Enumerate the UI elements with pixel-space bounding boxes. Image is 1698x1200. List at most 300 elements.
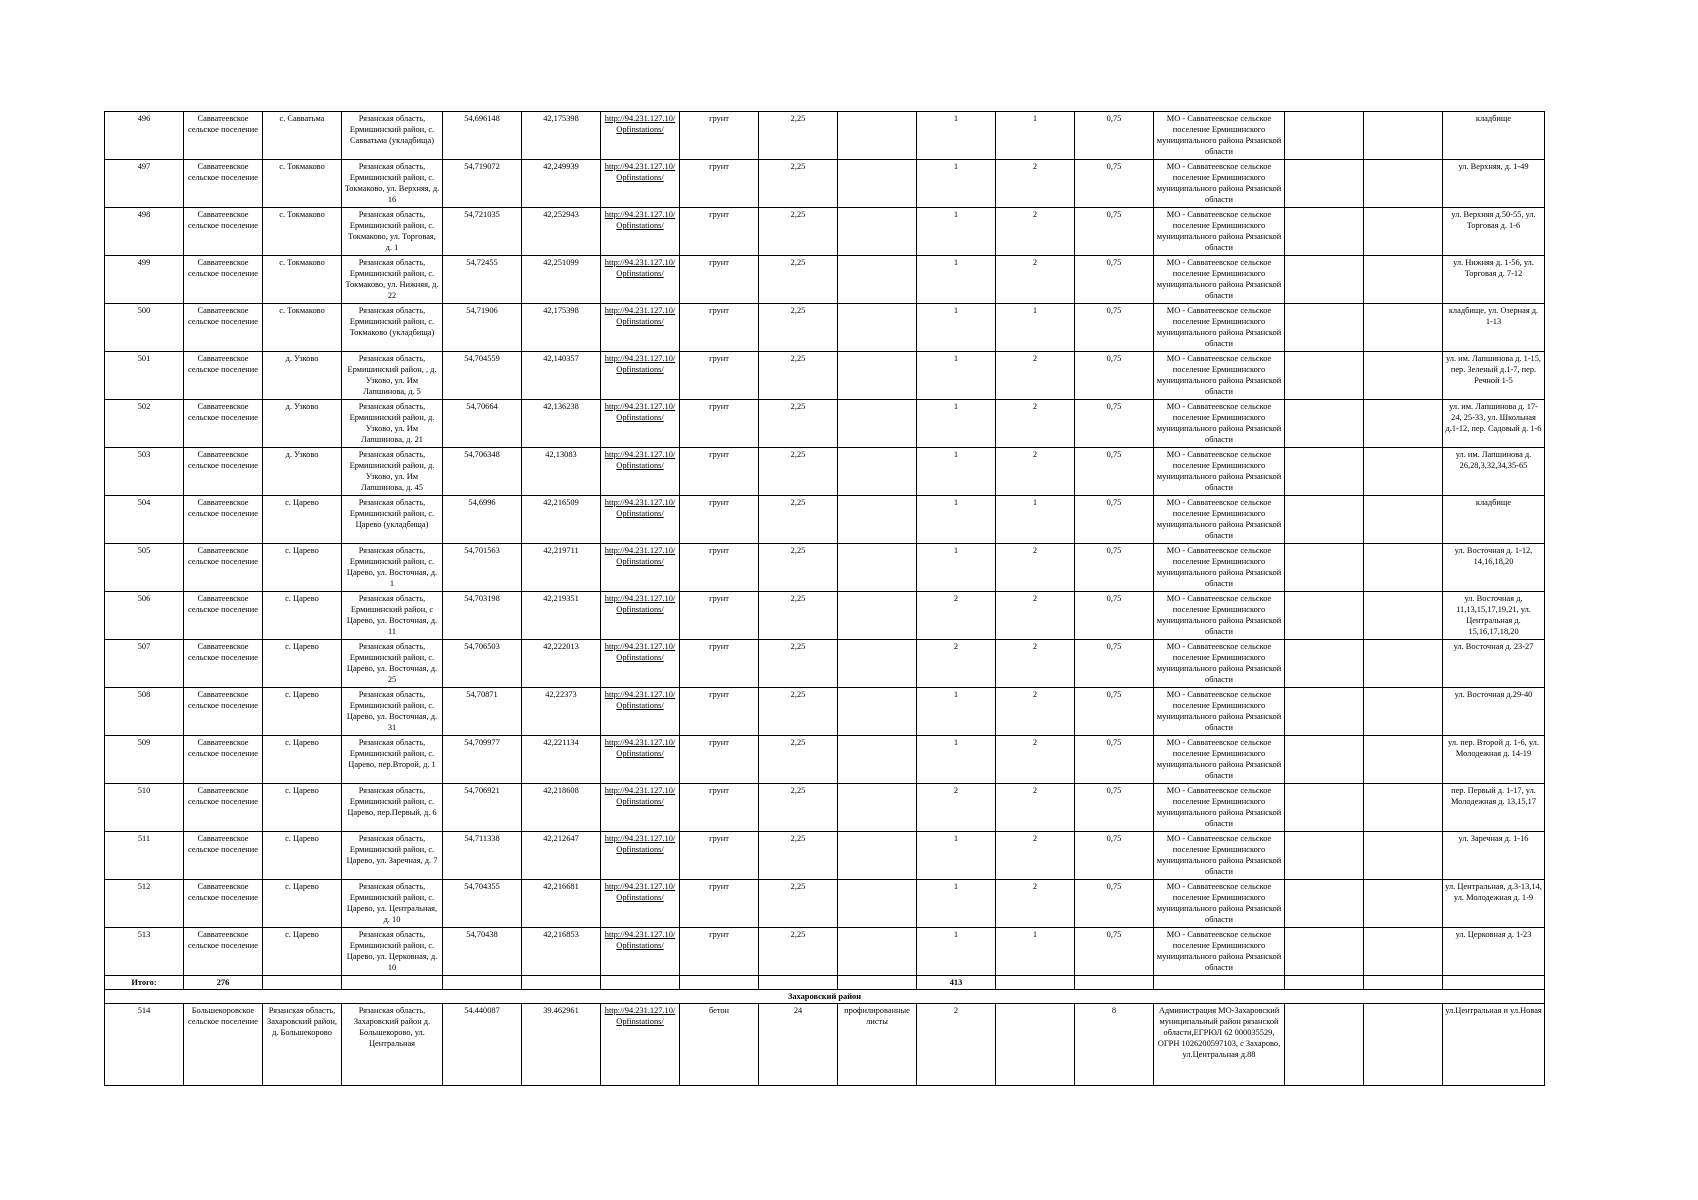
cell-locality: с. Савватьма [263,112,342,160]
table-row [105,688,1545,736]
cell-extra-2 [1364,832,1443,880]
total-row [105,976,1545,990]
cell-owner: МО - Савватеевское сельское поселение Ермишинского муниципального района Рязанской области [1154,496,1285,544]
cell-extra-2 [1364,544,1443,592]
cell-link [601,208,680,256]
cell-extra-1 [1285,112,1364,160]
cell-address: Рязанская область, Ермишинский район, с. Токмаково (укладбища) [342,304,443,352]
cell-settlement: Савватеевское сельское поселение [184,112,263,160]
cell-number: 508 [105,688,184,736]
cell-extra-1 [1285,208,1364,256]
cell-link [601,688,680,736]
cell-link [601,880,680,928]
cell-containers-placed: 2 [996,352,1075,400]
map-link[interactable]: http://94.231.127.10/Opfinstations/ [604,546,676,566]
map-link[interactable]: http://94.231.127.10/Opfinstations/ [604,642,676,662]
map-link[interactable]: http://94.231.127.10/Opfinstations/ [604,882,676,902]
cell-containers-placed: 2 [996,400,1075,448]
cell-longitude: 42,216509 [522,496,601,544]
cell-owner: МО - Савватеевское сельское поселение Ермишинского муниципального района Рязанской области [1154,256,1285,304]
cell-latitude: 54,70438 [443,928,522,976]
cell-address: Рязанская область, Ермишинский район, с. Токмаково, ул. Нижняя, д. 22 [342,256,443,304]
cell-latitude: 54,72455 [443,256,522,304]
table-row [105,496,1545,544]
table-row [105,448,1545,496]
cell-latitude: 54,709977 [443,736,522,784]
map-link[interactable]: http://94.231.127.10/Opfinstations/ [604,930,676,950]
cell-volume: 0,75 [1075,688,1154,736]
cell-address: Рязанская область, Ермишинский район, с. Царево, ул. Центральная, д. 10 [342,880,443,928]
map-link[interactable]: http://94.231.127.10/Opfinstations/ [604,114,676,134]
cell-served-objects: ул. им. Лапшинова д. 26,28,3,32,34,35-65 [1443,448,1545,496]
cell-number: 498 [105,208,184,256]
cell-containers-planned: 1 [917,304,996,352]
cell-containers-planned: 1 [917,880,996,928]
cell-extra-1 [1285,736,1364,784]
cell-cover: грунт [680,832,759,880]
cell-owner: МО - Савватеевское сельское поселение Ермишинского муниципального района Рязанской области [1154,448,1285,496]
cell-owner: МО - Савватеевское сельское поселение Ермишинского муниципального района Рязанской области [1154,112,1285,160]
cell-containers-placed: 2 [996,544,1075,592]
cell-locality: с. Царево [263,880,342,928]
cell-fence [838,736,917,784]
cell-address: Рязанская область, Ермишинский район, с. Царево, пер.Первый, д. 6 [342,784,443,832]
cell-longitude: 42,22373 [522,688,601,736]
cell-extra-1 [1285,544,1364,592]
table-row [105,400,1545,448]
cell-settlement: Савватеевское сельское поселение [184,160,263,208]
cell-owner: Администрация МО-Захаровский муниципальный район рязанской области,ЕГРЮЛ 62 000035529, ОГРН 1026200597103, с Захарово, ул.Центральная д.88 [1154,1004,1285,1086]
table-row [105,112,1545,160]
cell-volume: 0,75 [1075,832,1154,880]
cell-extra-2 [1364,160,1443,208]
cell-latitude: 54.440087 [443,1004,522,1086]
map-link[interactable]: http://94.231.127.10/Opfinstations/ [604,690,676,710]
cell-number: 499 [105,256,184,304]
cell-volume: 0,75 [1075,592,1154,640]
cell-extra-1 [1285,304,1364,352]
total-label: Итого: [105,976,184,990]
cell-owner: МО - Савватеевское сельское поселение Ермишинского муниципального района Рязанской области [1154,640,1285,688]
cell-link [601,784,680,832]
cell-owner: МО - Савватеевское сельское поселение Ермишинского муниципального района Рязанской области [1154,592,1285,640]
cell-address: Рязанская область, Ермишинский район, с. Царево, пер.Второй, д. 1 [342,736,443,784]
cell-extra-2 [1364,496,1443,544]
cell-longitude: 42,252943 [522,208,601,256]
cell-containers-placed: 2 [996,832,1075,880]
cell-extra-1 [1285,784,1364,832]
cell-area: 2,25 [759,304,838,352]
cell-number: 512 [105,880,184,928]
cell-area: 2,25 [759,448,838,496]
cell-volume: 0,75 [1075,352,1154,400]
cell-link [601,544,680,592]
cell-served-objects: ул. Центральная, д.3-13,14, ул. Молодежная д. 1-9 [1443,880,1545,928]
cell-locality: с. Царево [263,640,342,688]
cell-extra-1 [1285,1004,1364,1086]
cell-address: Рязанская область, Ермишинский район, д. Узково, ул. Им Лапшинова, д. 45 [342,448,443,496]
cell-settlement: Савватеевское сельское поселение [184,928,263,976]
cell-fence: профилированные листы [838,1004,917,1086]
cell-locality: с. Царево [263,928,342,976]
cell-extra-1 [1285,400,1364,448]
table-row [105,928,1545,976]
cell-fence [838,160,917,208]
cell-number: 513 [105,928,184,976]
cell-served-objects: кладбище [1443,112,1545,160]
cell-number: 514 [105,1004,184,1086]
cell-extra-2 [1364,736,1443,784]
cell-area: 2,25 [759,736,838,784]
cell-fence [838,112,917,160]
cell-fence [838,208,917,256]
cell-owner: МО - Савватеевское сельское поселение Ермишинского муниципального района Рязанской области [1154,400,1285,448]
cell-fence [838,688,917,736]
cell-number: 511 [105,832,184,880]
cell-latitude: 54,71906 [443,304,522,352]
map-link[interactable]: http://94.231.127.10/Opfinstations/ [604,210,676,230]
cell-containers-placed: 2 [996,448,1075,496]
cell-locality: с. Царево [263,736,342,784]
map-link[interactable]: http://94.231.127.10/Opfinstations/ [604,450,676,470]
cell-latitude: 54,703198 [443,592,522,640]
cell-latitude: 54,704559 [443,352,522,400]
cell-cover: грунт [680,880,759,928]
cell-cover: грунт [680,496,759,544]
cell-containers-planned: 1 [917,496,996,544]
cell-settlement: Савватеевское сельское поселение [184,496,263,544]
table-row [105,784,1545,832]
cell-cover: грунт [680,784,759,832]
cell-fence [838,784,917,832]
cell-locality: с. Царево [263,784,342,832]
cell-settlement: Савватеевское сельское поселение [184,784,263,832]
cell-containers-planned: 2 [917,1004,996,1086]
cell-settlement: Савватеевское сельское поселение [184,880,263,928]
cell-extra-1 [1285,160,1364,208]
map-link[interactable]: http://94.231.127.10/Opfinstations/ [604,354,676,374]
cell-extra-2 [1364,1004,1443,1086]
cell-latitude: 54,704355 [443,880,522,928]
cell-containers-planned: 1 [917,160,996,208]
cell-served-objects: ул. Верхняя д.50-55, ул. Торговая д. 1-6 [1443,208,1545,256]
cell-fence [838,640,917,688]
cell-containers-planned: 1 [917,832,996,880]
map-link[interactable]: http://94.231.127.10/Opfinstations/ [604,162,676,182]
cell-extra-2 [1364,784,1443,832]
cell-locality: д. Узково [263,448,342,496]
cell-locality: с. Царево [263,544,342,592]
cell-fence [838,880,917,928]
cell-volume: 0,75 [1075,208,1154,256]
cell-address: Рязанская область, Ермишинский район, , д. Узково, ул. Им Лапшинова, д. 5 [342,352,443,400]
cell-longitude: 42,175398 [522,304,601,352]
cell-link [601,832,680,880]
cell-address: Рязанская область, Ермишинский район, с. Царево, ул. Восточная, д. 1 [342,544,443,592]
cell-containers-placed: 2 [996,208,1075,256]
cell-owner: МО - Савватеевское сельское поселение Ермишинского муниципального района Рязанской области [1154,544,1285,592]
cell-longitude: 42,249939 [522,160,601,208]
cell-longitude: 42,251099 [522,256,601,304]
cell-link [601,928,680,976]
cell-settlement: Савватеевское сельское поселение [184,544,263,592]
cell-containers-planned: 2 [917,592,996,640]
cell-address: Рязанская область, Ермишинский район, с. Царево, ул. Восточная, д. 31 [342,688,443,736]
cell-cover: грунт [680,304,759,352]
cell-latitude: 54,711338 [443,832,522,880]
cell-longitude: 42,136238 [522,400,601,448]
cell-link [601,1004,680,1086]
cell-served-objects: ул. Заречная д. 1-16 [1443,832,1545,880]
cell-fence [838,928,917,976]
cell-containers-placed: 2 [996,688,1075,736]
table-row [105,544,1545,592]
table-row [105,256,1545,304]
cell-volume: 0,75 [1075,544,1154,592]
cell-fence [838,496,917,544]
cell-volume: 0,75 [1075,736,1154,784]
cell-served-objects: ул. Нижняя д. 1-56, ул. Торговая д. 7-12 [1443,256,1545,304]
cell-area: 2,25 [759,160,838,208]
cell-volume: 0,75 [1075,112,1154,160]
cell-containers-placed: 2 [996,880,1075,928]
cell-latitude: 54,706503 [443,640,522,688]
cell-number: 509 [105,736,184,784]
table-row [105,352,1545,400]
cell-cover: грунт [680,544,759,592]
cell-fence [838,544,917,592]
cell-containers-planned: 1 [917,544,996,592]
cell-containers-placed: 2 [996,736,1075,784]
cell-number: 504 [105,496,184,544]
cell-area: 2,25 [759,496,838,544]
district-title: Захаровский район [105,990,1545,1004]
cell-extra-1 [1285,832,1364,880]
cell-cover: бетон [680,1004,759,1086]
cell-address: Рязанская область, Ермишинский район, с. Царево, ул. Заречная, д. 7 [342,832,443,880]
cell-containers-placed: 1 [996,928,1075,976]
cell-extra-2 [1364,448,1443,496]
cell-area: 2,25 [759,256,838,304]
table-row [105,832,1545,880]
cell-owner: МО - Савватеевское сельское поселение Ермишинского муниципального района Рязанской области [1154,832,1285,880]
cell-fence [838,256,917,304]
cell-longitude: 42,13083 [522,448,601,496]
cell-link [601,256,680,304]
cell-link [601,736,680,784]
cell-settlement: Савватеевское сельское поселение [184,640,263,688]
total-containers: 413 [917,976,996,990]
cell-containers-planned: 1 [917,112,996,160]
table-row [105,736,1545,784]
cell-extra-1 [1285,256,1364,304]
cell-area: 2,25 [759,688,838,736]
map-link[interactable]: http://94.231.127.10/Opfinstations/ [604,498,676,518]
cell-area: 2,25 [759,832,838,880]
map-link[interactable]: http://94.231.127.10/Opfinstations/ [604,738,676,758]
cell-containers-planned: 1 [917,448,996,496]
table-row [105,208,1545,256]
table-row [105,880,1545,928]
cell-containers-planned: 1 [917,928,996,976]
map-link[interactable]: http://94.231.127.10/Opfinstations/ [604,306,676,326]
cell-owner: МО - Савватеевское сельское поселение Ермишинского муниципального района Рязанской области [1154,688,1285,736]
cell-longitude: 42,216681 [522,880,601,928]
waste-sites-table [104,111,1545,1086]
cell-longitude: 42,219711 [522,544,601,592]
cell-locality: Рязанская область, Захаровский район, д. Большекорово [263,1004,342,1086]
cell-containers-planned: 1 [917,208,996,256]
cell-locality: с. Царево [263,832,342,880]
cell-volume: 0,75 [1075,928,1154,976]
map-link[interactable]: http://94.231.127.10/Opfinstations/ [604,258,676,278]
cell-longitude: 42,140357 [522,352,601,400]
cell-area: 24 [759,1004,838,1086]
cell-cover: грунт [680,688,759,736]
cell-link [601,496,680,544]
cell-latitude: 54,70871 [443,688,522,736]
cell-area: 2,25 [759,352,838,400]
cell-area: 2,25 [759,400,838,448]
cell-address: Рязанская область, Ермишинский район, с. Савватьма (укладбища) [342,112,443,160]
cell-containers-planned: 2 [917,784,996,832]
cell-containers-planned: 1 [917,736,996,784]
cell-cover: грунт [680,736,759,784]
cell-area: 2,25 [759,544,838,592]
cell-containers-placed: 1 [996,304,1075,352]
cell-longitude: 42,219351 [522,592,601,640]
cell-link [601,352,680,400]
cell-number: 500 [105,304,184,352]
cell-served-objects: ул. Церковная д. 1-23 [1443,928,1545,976]
cell-volume: 0,75 [1075,160,1154,208]
cell-cover: грунт [680,400,759,448]
cell-volume: 0,75 [1075,448,1154,496]
table-row [105,1004,1545,1086]
cell-number: 501 [105,352,184,400]
cell-address: Рязанская область, Ермишинский район, с. Царево, ул. Восточная, д. 25 [342,640,443,688]
cell-settlement: Савватеевское сельское поселение [184,688,263,736]
cell-longitude: 42,212647 [522,832,601,880]
cell-settlement: Савватеевское сельское поселение [184,208,263,256]
cell-link [601,592,680,640]
cell-number: 510 [105,784,184,832]
cell-owner: МО - Савватеевское сельское поселение Ермишинского муниципального района Рязанской области [1154,208,1285,256]
cell-volume: 0,75 [1075,496,1154,544]
cell-latitude: 54,696148 [443,112,522,160]
cell-longitude: 42,175398 [522,112,601,160]
cell-extra-2 [1364,208,1443,256]
cell-fence [838,832,917,880]
cell-longitude: 42,216853 [522,928,601,976]
cell-containers-planned: 1 [917,352,996,400]
cell-containers-placed: 2 [996,784,1075,832]
cell-extra-2 [1364,400,1443,448]
cell-owner: МО - Савватеевское сельское поселение Ермишинского муниципального района Рязанской области [1154,784,1285,832]
cell-latitude: 54,721035 [443,208,522,256]
cell-extra-2 [1364,304,1443,352]
map-link[interactable]: http://94.231.127.10/Opfinstations/ [604,786,676,806]
cell-served-objects: ул. им. Лапшинова д. 17-24, 25-33, ул. Школьная д.1-12, пер. Садовый д. 1-6 [1443,400,1545,448]
cell-number: 497 [105,160,184,208]
map-link[interactable]: http://94.231.127.10/Opfinstations/ [604,594,676,614]
cell-address: Рязанская область, Ермишинский район, с. Токмаково, ул. Верхняя, д. 16 [342,160,443,208]
cell-containers-planned: 2 [917,640,996,688]
cell-extra-1 [1285,640,1364,688]
cell-fence [838,400,917,448]
cell-locality: д. Узково [263,352,342,400]
cell-locality: с. Токмаково [263,208,342,256]
cell-served-objects: кладбище [1443,496,1545,544]
cell-cover: грунт [680,208,759,256]
cell-address: Рязанская область, Ермишинский район, д. Узково, ул. Им Лапшинова, д. 21 [342,400,443,448]
cell-extra-2 [1364,256,1443,304]
cell-volume: 8 [1075,1004,1154,1086]
cell-link [601,112,680,160]
cell-containers-placed: 2 [996,592,1075,640]
cell-containers-placed [996,1004,1075,1086]
cell-latitude: 54,706348 [443,448,522,496]
cell-area: 2,25 [759,112,838,160]
cell-link [601,640,680,688]
cell-number: 507 [105,640,184,688]
cell-owner: МО - Савватеевское сельское поселение Ермишинского муниципального района Рязанской области [1154,880,1285,928]
cell-area: 2,25 [759,928,838,976]
cell-address: Рязанская область, Ермишинский район, с. Царево (укладбища) [342,496,443,544]
cell-address: Рязанская область, Захаровский район д. Большекорово, ул. Центральная [342,1004,443,1086]
district-header-row [105,990,1545,1004]
map-link[interactable]: http://94.231.127.10/Opfinstations/ [604,402,676,422]
cell-cover: грунт [680,592,759,640]
table-row [105,640,1545,688]
cell-extra-1 [1285,688,1364,736]
cell-cover: грунт [680,928,759,976]
cell-served-objects: ул. Восточная д. 11,13,15,17,19,21, ул. Центральная д. 15,16,17,18,20 [1443,592,1545,640]
cell-number: 506 [105,592,184,640]
cell-locality: с. Токмаково [263,304,342,352]
cell-number: 503 [105,448,184,496]
table-row [105,304,1545,352]
cell-volume: 0,75 [1075,256,1154,304]
cell-owner: МО - Савватеевское сельское поселение Ермишинского муниципального района Рязанской области [1154,352,1285,400]
cell-extra-1 [1285,352,1364,400]
cell-extra-1 [1285,448,1364,496]
cell-extra-2 [1364,880,1443,928]
cell-cover: грунт [680,256,759,304]
cell-containers-placed: 2 [996,160,1075,208]
map-link[interactable]: http://94.231.127.10/Opfinstations/ [604,834,676,854]
cell-latitude: 54,719072 [443,160,522,208]
cell-latitude: 54,6996 [443,496,522,544]
cell-extra-1 [1285,592,1364,640]
cell-cover: грунт [680,352,759,400]
cell-containers-planned: 1 [917,688,996,736]
cell-cover: грунт [680,640,759,688]
cell-latitude: 54,70664 [443,400,522,448]
cell-settlement: Савватеевское сельское поселение [184,592,263,640]
cell-fence [838,352,917,400]
cell-owner: МО - Савватеевское сельское поселение Ермишинского муниципального района Рязанской области [1154,304,1285,352]
cell-fence [838,448,917,496]
cell-area: 2,25 [759,592,838,640]
cell-area: 2,25 [759,880,838,928]
cell-locality: с. Токмаково [263,256,342,304]
cell-containers-placed: 2 [996,640,1075,688]
map-link[interactable]: http://94.231.127.10/Opfinstations/ [604,1006,676,1026]
cell-served-objects: пер. Первый д. 1-17, ул. Молодежная д. 13,15,17 [1443,784,1545,832]
cell-address: Рязанская область, Ермишинский район, с. Токмаково, ул. Торговая, д. 1 [342,208,443,256]
cell-area: 2,25 [759,784,838,832]
